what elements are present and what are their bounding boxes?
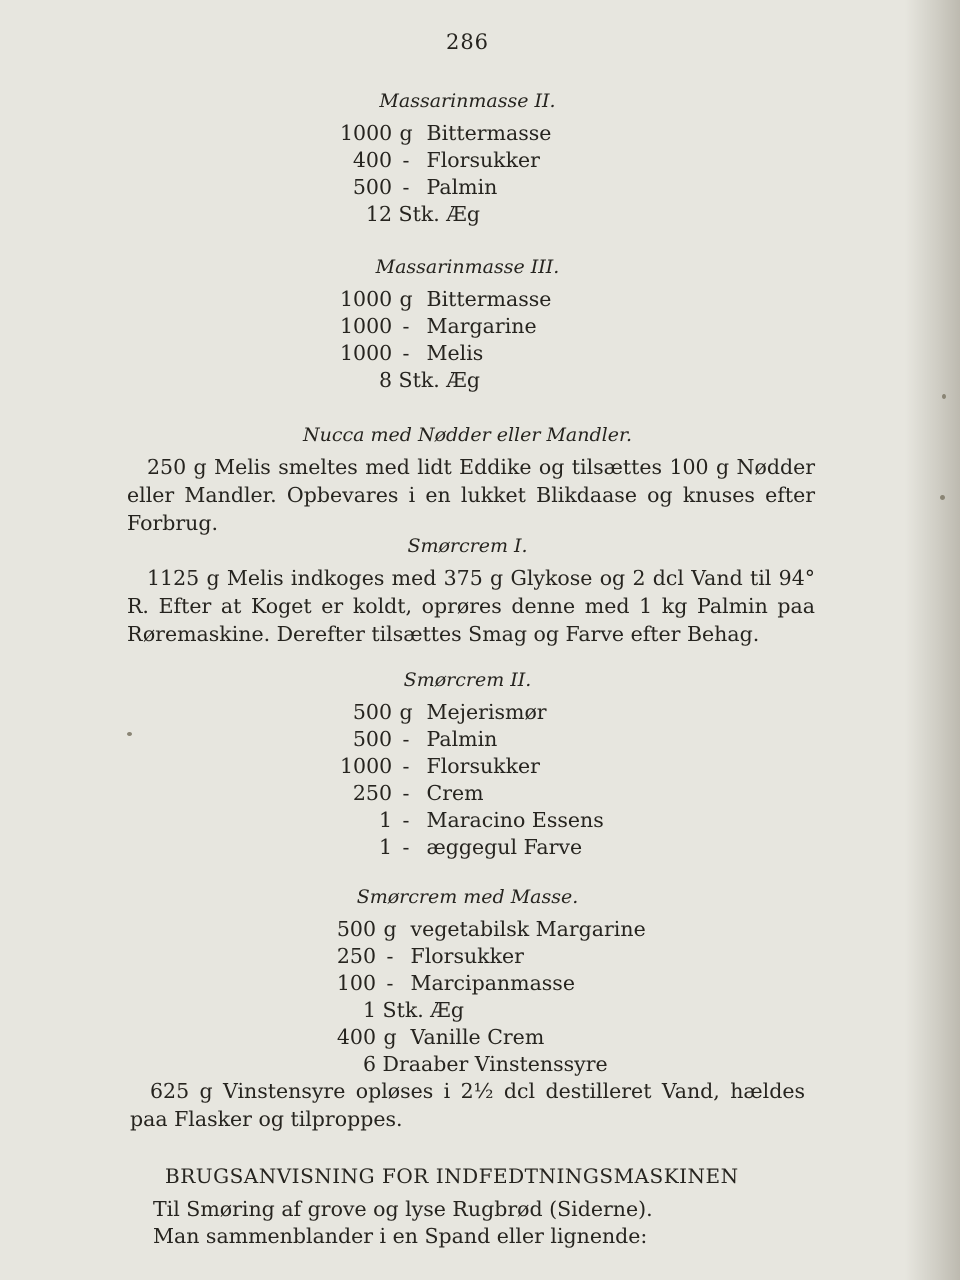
- recipe-title: Massarinmasse II.: [379, 90, 556, 112]
- ingredient-line: 1000 - Melis: [340, 341, 484, 365]
- paper-speck: [942, 394, 946, 399]
- ingredient-line: 1000 - Margarine: [340, 314, 537, 338]
- ingredient-list: [340, 699, 604, 861]
- section-line: Man sammenblander i en Spand eller lignende:: [153, 1224, 648, 1248]
- ingredient-list: [336, 916, 646, 1078]
- ingredient-list: [340, 286, 551, 394]
- page-edge-shadow: [905, 0, 960, 1280]
- ingredient-line: 1 - Maracino Essens: [378, 808, 604, 832]
- ingredient-line: 1 - æggegul Farve: [378, 835, 583, 859]
- recipe-text: 1125 g Melis indkoges med 375 g Glykose og 2 dcl Vand til 94° R. Efter at Koget er koldt, oprøres denne med 1 kg Palmin paa Røremaskine. Derefter tilsættes Smag og Farve efter Behag.: [127, 566, 815, 646]
- ingredient-list: [340, 120, 551, 228]
- page-number: 286: [445, 30, 490, 54]
- paper-speck: [940, 495, 945, 500]
- ingredient-line: 250 - Crem: [352, 781, 484, 805]
- ingredient-line: 400 g Vanille Crem: [336, 1025, 545, 1049]
- recipe-text: 625 g Vinstensyre opløses i 2½ dcl destilleret Vand, hældes paa Flasker og tilproppes.: [130, 1079, 805, 1131]
- ingredient-line: 500 - Palmin: [352, 175, 498, 199]
- paper-speck: [127, 732, 132, 736]
- ingredient-line: 500 g vegetabilsk Margarine: [336, 917, 646, 941]
- ingredient-line: 1000 - Florsukker: [340, 754, 540, 778]
- ingredient-line: 12 Stk. Æg: [365, 202, 480, 226]
- ingredient-line: 8 Stk. Æg: [378, 368, 480, 392]
- section-title: BRUGSANVISNING FOR INDFEDTNINGSMASKINEN: [165, 1164, 739, 1188]
- recipe-title: Smørcrem I.: [407, 535, 528, 557]
- ingredient-line: 1000 g Bittermasse: [340, 287, 552, 311]
- ingredient-line: 1 Stk. Æg: [362, 998, 464, 1022]
- ingredient-line: 100 - Marcipanmasse: [336, 971, 575, 995]
- recipe-text: 250 g Melis smeltes med lidt Eddike og tilsættes 100 g Nødder eller Mandler. Opbevares i en lukket Blikdaase og knuses efter Forbrug.: [127, 455, 815, 535]
- section-line: Til Smøring af grove og lyse Rugbrød (Siderne).: [153, 1197, 653, 1221]
- recipe-title: Smørcrem II.: [403, 669, 532, 691]
- ingredient-line: 500 g Mejerismør: [352, 700, 547, 724]
- ingredient-line: 250 - Florsukker: [336, 944, 524, 968]
- ingredient-line: 400 - Florsukker: [352, 148, 540, 172]
- recipe-title: Massarinmasse III.: [375, 256, 560, 278]
- ingredient-line: 1000 g Bittermasse: [340, 121, 552, 145]
- ingredient-line: 500 - Palmin: [352, 727, 498, 751]
- recipe-title: Smørcrem med Masse.: [356, 886, 579, 908]
- recipe-title: Nucca med Nødder eller Mandler.: [302, 424, 633, 446]
- ingredient-line: 6 Draaber Vinstenssyre: [362, 1052, 608, 1076]
